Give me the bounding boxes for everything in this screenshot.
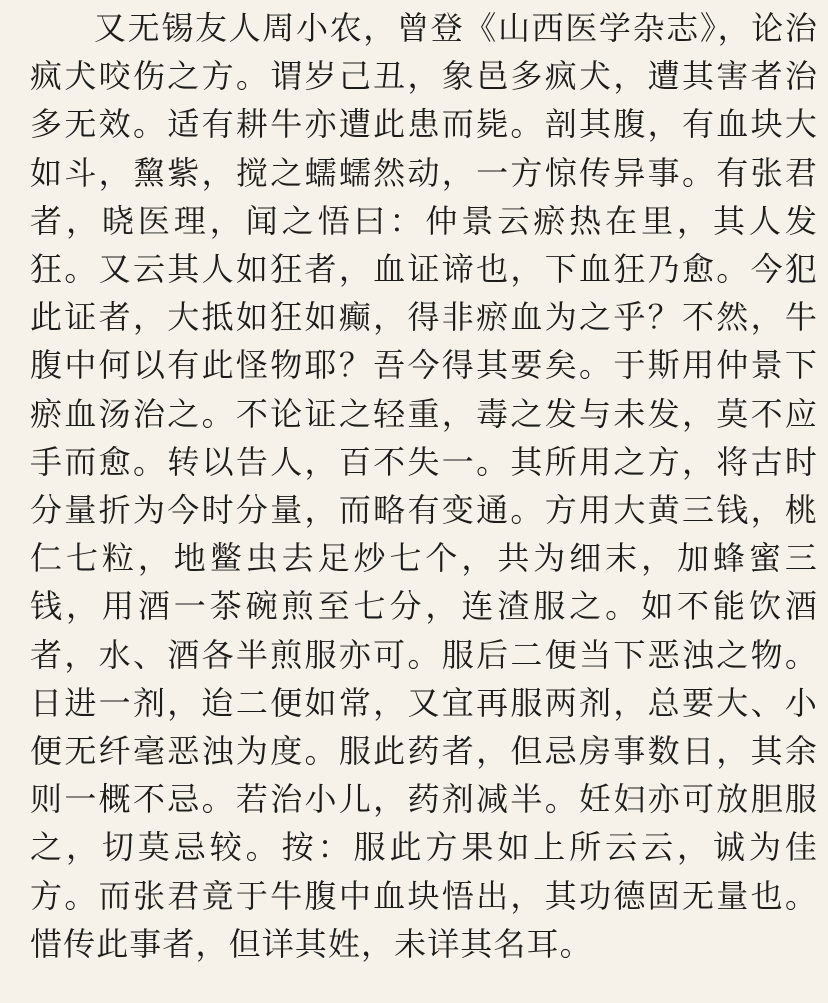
article-paragraph: 又无锡友人周小农，曾登《山西医学杂志》，论治疯犬咬伤之方。谓岁己丑，象邑多疯犬，遭其害者治多无效。适有耕牛亦遭此患而毙。剖其腹，有血块大如斗，黧紫，搅之蠕蠕然动，一方惊传异事。有张君者，晓医理，闻之悟曰：仲景云瘀热在里，其人发狂。又云其人如狂者，血证谛也，下血狂乃愈。今犯此证者，大抵如狂如癫，得非瘀血为之乎？不然，牛腹中何以有此怪物耶？吾今得其要矣。于斯用仲景下瘀血汤治之。不论证之轻重，毒之发与未发，莫不应手而愈。转以告人，百不失一。其所用之方，将古时分量折为今时分量，而略有变通。方用大黄三钱，桃仁七粒，地鳖虫去足炒七个，共为细末，加蜂蜜三钱，用酒一茶碗煎至七分，连渣服之。如不能饮酒者，水、酒各半煎服亦可。服后二便当下恶浊之物。日进一剂，迨二便如常，又宜再服两剂，总要大、小便无纤毫恶浊为度。服此药者，但忌房事数日，其余则一概不忌。若治小儿，药剂减半。妊妇亦可放胆服之，切莫忌较。按：服此方果如上所云云，诚为佳方。而张君竟于牛腹中血块悟出，其功德固无量也。惜传此事者，但详其姓，未详其名耳。 <box>30 9 818 963</box>
